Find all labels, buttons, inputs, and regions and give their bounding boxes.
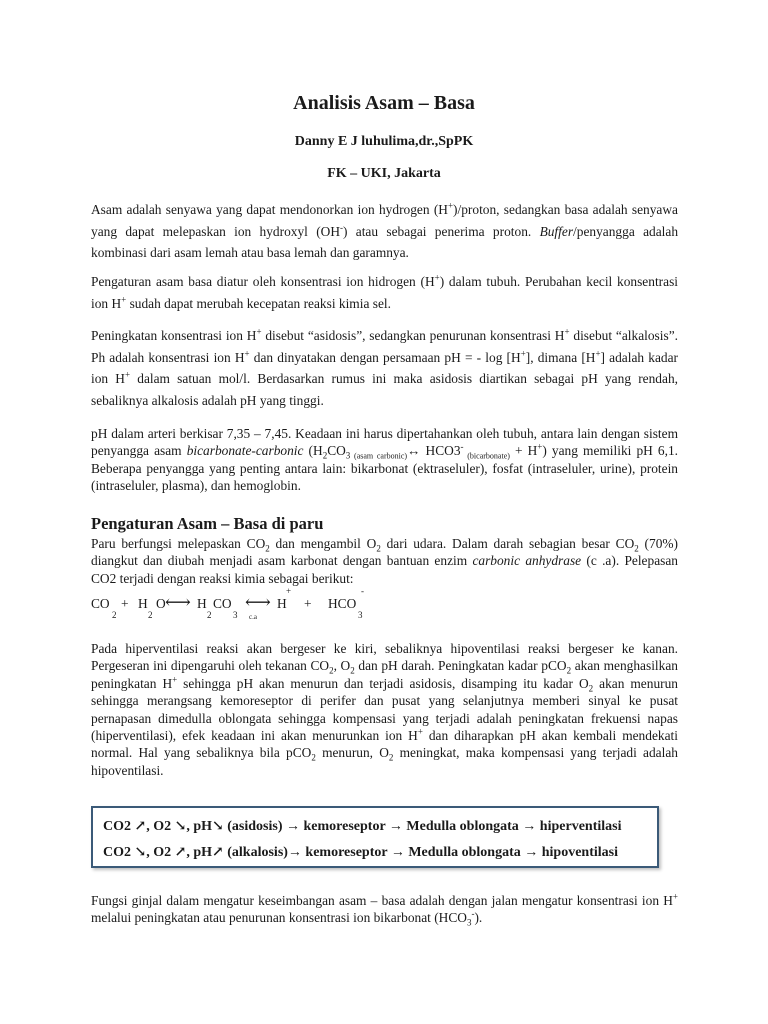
eq-hco: HCO [328, 596, 357, 611]
paragraph-lung-function: Paru berfungsi melepaskan $CO_2$ dan mengambil $O_2$ dari udara. Dalam darah sebagian besar $CO_2$ (70%) diangkut dan diubah menjadi asam karbonat dengan bantuan enzim carbonic anhydrase (c .a). Pelepasan CO2 terjadi dengan reaksi kimia sebagai berikut: [91, 536, 679, 586]
document-author: Danny E J luhulima,dr.,SpPK [294, 134, 474, 149]
paragraph-regulation: Pengaturan asam basa diatur oleh konsentrasi ion hidrogen (H+) dalam tubuh. Perubahan kecil konsentrasi ion H+ sudah dapat merubah kecepatan reaksi kimia sel. [91, 272, 679, 311]
eq-co3: CO [213, 596, 232, 611]
eq-arrow-2: ⟷ [245, 592, 271, 612]
eq-co2-sub: 2 [112, 610, 117, 620]
paragraph-ventilation: Pada hiperventilasi reaksi akan bergeser ke kiri, sebaliknya hipoventilasi reaksi bergeser ke kanan. Pergeseran ini dipengaruhi oleh tekanan $CO_2$, $O_2$ dan pH darah. Peningkatan kadar pCO$_2$ akan menghasilkan peningkatan H+ sehingga pH akan menurun dan terjadi asidosis, disamping itu kadar $O_2$ akan menurun sehingga merangsang kemoreseptor di perifer dan pusat yang selanjutnya memberi sinyal ke pusat pernapasan dimedulla oblongata sehingga kompensasi yang terjadi adalah peningkatan frekuensi napas (hiperventilasi), efek keadaan ini akan menurunkan ion H+ dan diharapkan pH akan kembali mendekati normal. Hal yang sebaliknya bila pCO$_2$ menurun, $O_2$ meningkat, maka kompensasi yang terjadi adalah hipoventilasi. [91, 641, 678, 778]
eq-plus: + [121, 596, 129, 611]
eq-co2: CO [91, 596, 110, 611]
eq-arrow-1: ⟷ [165, 592, 191, 612]
paragraph-kidney: Fungsi ginjal dalam mengatur keseimbangan asam – basa adalah dengan jalan mengatur konsentrasi ion H+ melalui peningkatan atau penurunan konsentrasi ion bikarbonat $(HCO_3^-)$. [91, 891, 678, 929]
summary-line-acidosis: CO2 ↗, O2 ↘, pH↘ (asidosis) → kemoreseptor → Medulla oblongata → hiperventilasi [103, 819, 622, 834]
eq-h2-sub: 2 [207, 610, 212, 620]
eq-hplus-sup: + [286, 586, 292, 596]
document-title: Analisis Asam – Basa [293, 92, 475, 114]
section-heading: Pengaturan Asam – Basa di paru [91, 514, 324, 533]
document-institution: FK – UKI, Jakarta [327, 166, 441, 181]
chemical-equation [91, 588, 678, 624]
eq-hco-sub: 3 [358, 610, 363, 620]
eq-o: O [156, 596, 166, 611]
eq-hplus: H [277, 596, 287, 611]
summary-box [91, 806, 659, 868]
paragraph-acidosis-alkalosis: Peningkatan konsentrasi ion H+ disebut “asidosis”, sedangkan penurunan konsentrasi H+ disebut “alkalosis”. Ph adalah konsentrasi ion H+ dan dinyatakan dengan persamaan pH = - log [H+], dimana [H+] adalah kadar ion H+ dalam satuan mol/l. Berdasarkan rumus ini maka asidosis diartikan sebagai pH yang rendah, sebaliknya alkalosis adalah pH yang tinggi. [91, 326, 678, 408]
paragraph-buffer-system: pH dalam arteri berkisar 7,35 – 7,45. Keadaan ini harus dipertahankan oleh tubuh, antara lain dengan sistem penyangga asam bicarbonate-carbonic ($H_2CO_3$ $_{(asam carbonic)}$↔ HCO3- $_{(bicarbonate)}$ + H+) yang memiliki pH 6,1. Beberapa penyangga yang penting antara lain: bikarbonat (ektraseluler), fosfat (intraseluler, urine), protein (intraseluler, plasma), dan hemoglobin. [91, 426, 678, 494]
eq-h2: H [197, 596, 207, 611]
eq-plus-2: + [304, 596, 312, 611]
summary-line-alkalosis: CO2 ↘, O2 ↗, pH↗ (alkalosis)→ kemoreseptor → Medulla oblongata → hipoventilasi [103, 845, 618, 860]
eq-hco-sup: - [361, 586, 364, 596]
eq-co3-sub: 3 [233, 610, 238, 620]
paragraph-definition: Asam adalah senyawa yang dapat mendonorkan ion hydrogen (H+)/proton, sedangkan basa adalah senyawa yang dapat melepaskan ion hydroxyl (OH-) atau sebagai penerima proton. Buffer/penyangga adalah kombinasi dari asam lemah atau basa lemah dan garamnya. [91, 200, 679, 260]
eq-ca-label: c.a [249, 613, 257, 621]
eq-h-sub: 2 [148, 610, 153, 620]
eq-h: H [138, 596, 148, 611]
